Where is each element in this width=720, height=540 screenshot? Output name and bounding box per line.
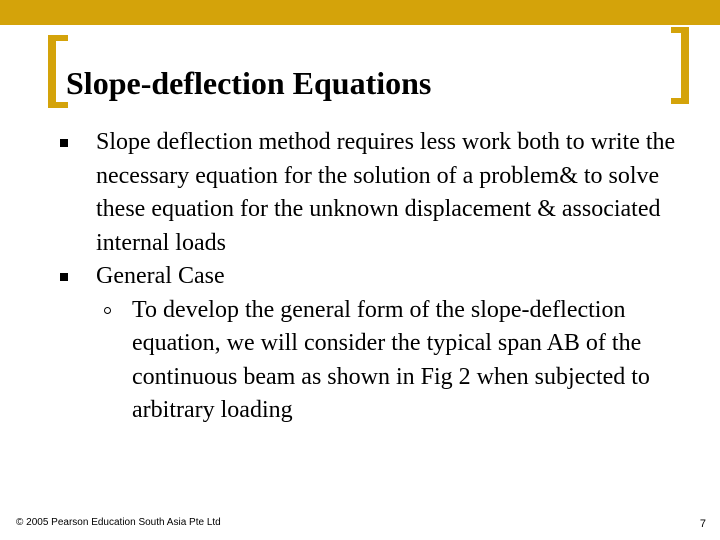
- top-accent-bar: [0, 0, 720, 25]
- left-bracket-bottom: [48, 102, 68, 108]
- square-bullet-icon: [60, 273, 68, 281]
- square-bullet-icon: [60, 139, 68, 147]
- page-number: 7: [699, 518, 706, 530]
- sub-bullet-text: To develop the general form of the slope-deflection equation, we will consider the typical span AB of the continuous beam as shown in Fig 2 when subjected to arbitrary loading: [132, 296, 650, 423]
- bullet-text: Slope deflection method requires less work both to write the necessary equation for the solution of a problem& to solve these equation for the unknown displacement & associated internal loads: [96, 129, 676, 256]
- right-bracket-top: [671, 27, 689, 33]
- sub-bullet-item: [60, 294, 700, 428]
- bullet-item: [60, 260, 700, 294]
- slide-title: Slope-deflection Equations: [66, 65, 432, 101]
- right-bracket-bottom: [671, 98, 689, 104]
- right-bracket-decoration: [681, 27, 689, 104]
- bullet-text: General Case: [96, 263, 225, 289]
- left-bracket-decoration: [48, 35, 56, 108]
- bullet-list: [60, 126, 700, 428]
- left-bracket-top: [48, 35, 68, 41]
- hollow-circle-bullet-icon: [104, 307, 111, 314]
- footer-copyright: © 2005 Pearson Education South Asia Pte Ltd: [16, 517, 221, 528]
- bullet-item: [60, 126, 700, 260]
